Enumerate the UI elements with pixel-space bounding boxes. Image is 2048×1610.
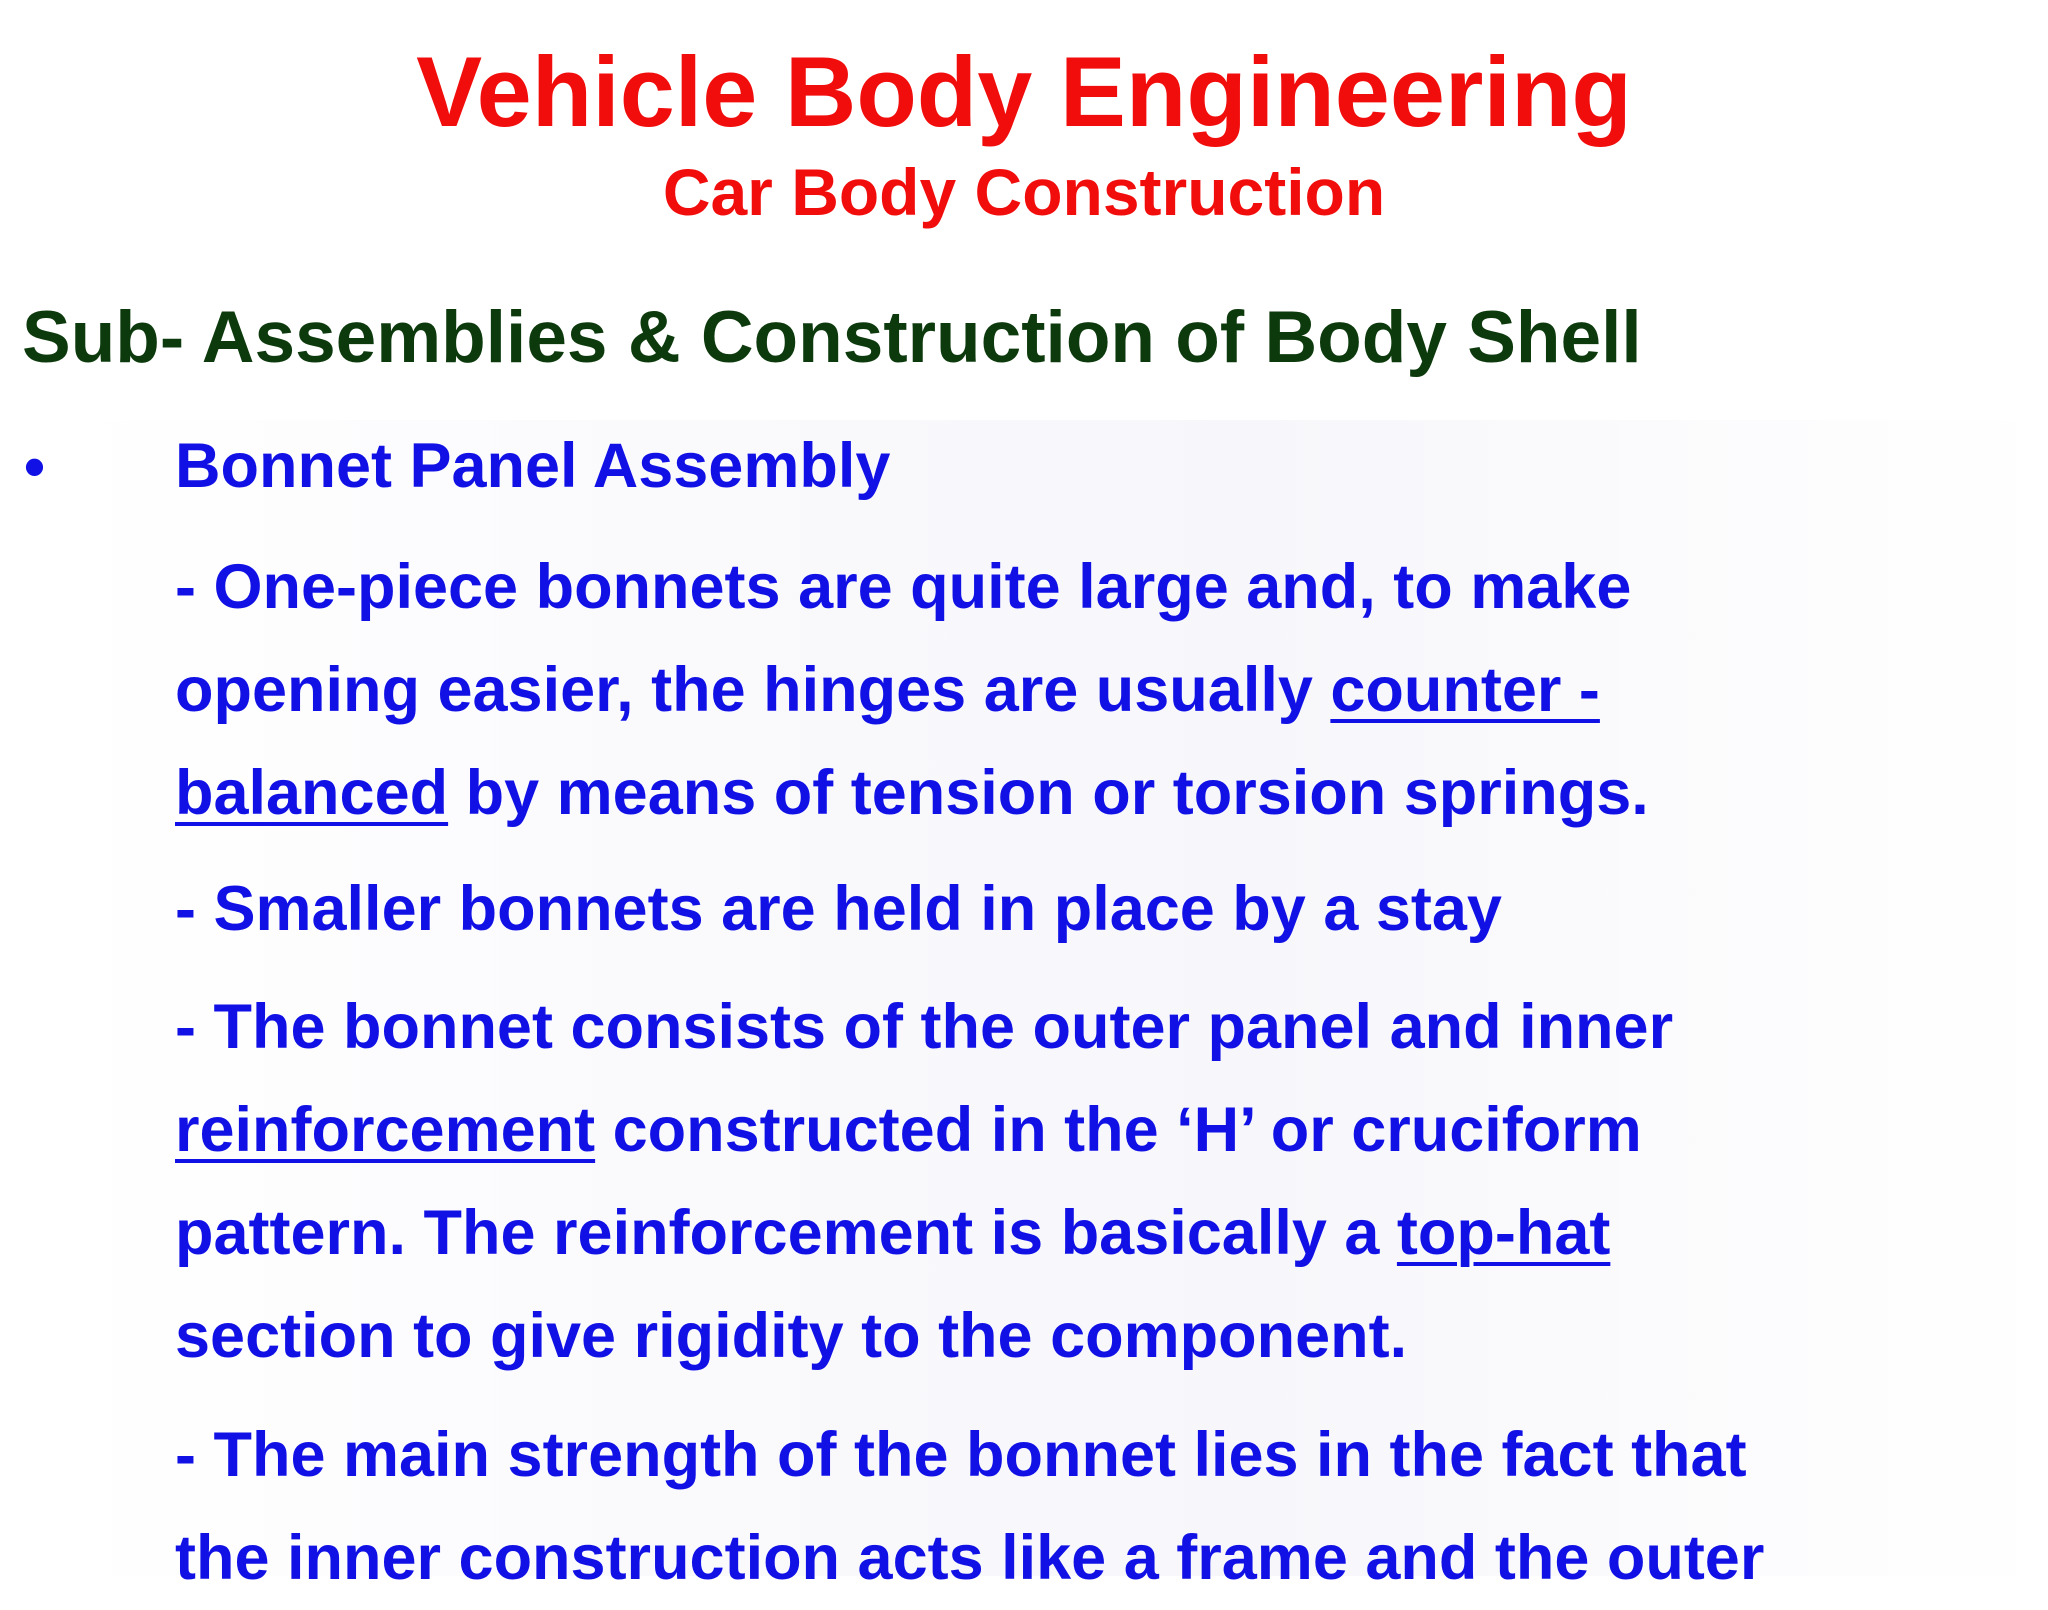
paragraph-one-piece-bonnets bbox=[175, 536, 1649, 845]
underlined-term: balanced bbox=[175, 758, 449, 828]
slide-subtitle: Car Body Construction bbox=[662, 155, 1386, 229]
text-line bbox=[175, 976, 1673, 1079]
text-span: opening easier, the hinges are usually bbox=[175, 655, 1331, 725]
underlined-term: reinforcement bbox=[175, 1095, 596, 1165]
text-span: - Smaller bonnets are held in place by a stay bbox=[175, 874, 1502, 944]
underlined-term: top-hat bbox=[1396, 1198, 1611, 1268]
text-line bbox=[175, 639, 1649, 742]
paragraph-main-strength bbox=[175, 1404, 1764, 1610]
text-line bbox=[175, 1404, 1764, 1507]
text-line bbox=[175, 1285, 1673, 1388]
text-line bbox=[175, 1079, 1673, 1182]
text-span: the inner construction acts like a frame and the outer bbox=[175, 1523, 1765, 1593]
text-line bbox=[175, 1182, 1673, 1285]
text-line bbox=[175, 1507, 1764, 1610]
text-span: - One-piece bonnets are quite large and, to make bbox=[175, 552, 1632, 622]
section-heading: Sub- Assemblies & Construction of Body Shell bbox=[22, 297, 1642, 378]
text-span: pattern. The reinforcement is basically a bbox=[175, 1198, 1397, 1268]
paragraph-bonnet-consists bbox=[175, 976, 1673, 1388]
text-span: - The bonnet consists of the outer panel and inner bbox=[175, 992, 1674, 1062]
text-span: section to give rigidity to the component. bbox=[175, 1301, 1408, 1371]
underlined-term: counter - bbox=[1330, 655, 1600, 725]
bullet-icon: • bbox=[24, 433, 46, 500]
bullet-item-label: Bonnet Panel Assembly bbox=[175, 431, 891, 501]
text-line bbox=[175, 742, 1649, 845]
text-span: - The main strength of the bonnet lies in the fact that bbox=[175, 1420, 1747, 1490]
text-span: constructed in the ‘H’ or cruciform bbox=[595, 1095, 1642, 1165]
text-line bbox=[175, 858, 1502, 961]
text-span: by means of tension or torsion springs. bbox=[448, 758, 1649, 828]
text-line bbox=[175, 536, 1649, 639]
paragraph-smaller-bonnets bbox=[175, 858, 1502, 961]
slide-title: Vehicle Body Engineering bbox=[416, 36, 1632, 147]
